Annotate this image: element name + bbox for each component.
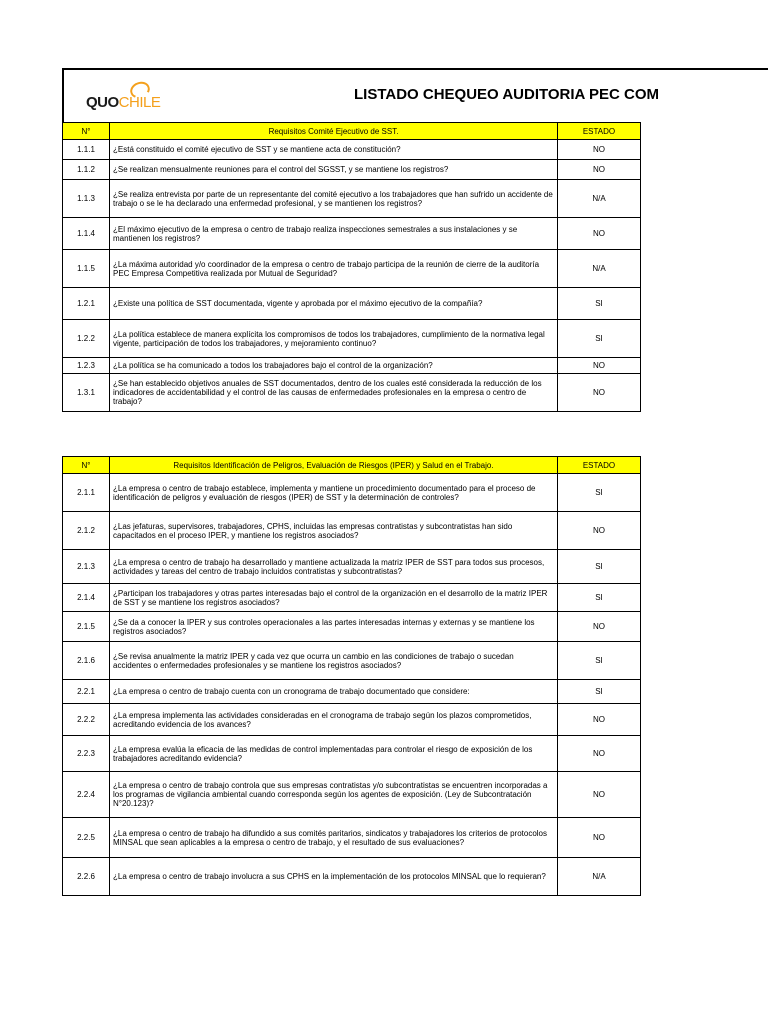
table-row	[63, 612, 641, 642]
requirement-text: ¿Está constituido el comité ejecutivo de SST y se mantiene acta de constitución?	[110, 140, 558, 160]
row-number: 2.2.6	[63, 858, 110, 896]
estado-value: NO	[558, 160, 641, 180]
row-number: 1.1.3	[63, 180, 110, 218]
requirement-text: ¿La empresa implementa las actividades consideradas en el cronograma de trabajo según los plazos comprometidos, acreditando evidencia de los avances?	[110, 704, 558, 736]
col-estado-header: ESTADO	[558, 123, 641, 140]
table-row	[63, 772, 641, 818]
requirement-text: ¿Se realizan mensualmente reuniones para el control del SGSST, y se mantiene los registros?	[110, 160, 558, 180]
row-number: 1.1.2	[63, 160, 110, 180]
estado-value: NO	[558, 218, 641, 250]
table-row	[63, 704, 641, 736]
table-row	[63, 180, 641, 218]
requirement-text: ¿La política se ha comunicado a todos los trabajadores bajo el control de la organización?	[110, 358, 558, 374]
row-number: 2.2.2	[63, 704, 110, 736]
table-row	[63, 218, 641, 250]
table-row	[63, 642, 641, 680]
table-row	[63, 818, 641, 858]
row-number: 2.2.5	[63, 818, 110, 858]
requirement-text: ¿Se da a conocer la IPER y sus controles operacionales a las partes interesadas internas y externas y se mantiene los registros asociados?	[110, 612, 558, 642]
table-header-row	[63, 123, 641, 140]
requirement-text: ¿Se han establecido objetivos anuales de SST documentados, dentro de los cuales esté considerada la reducción de los indicadores de accidentabilidad y el control de las causas de enfermedades profesionales en la empresa o centro de trabajo?	[110, 374, 558, 412]
estado-value: SI	[558, 320, 641, 358]
table-row	[63, 288, 641, 320]
table-row	[63, 320, 641, 358]
requirement-text: ¿La empresa o centro de trabajo involucra a sus CPHS en la implementación de los protocolos MINSAL que lo requieran?	[110, 858, 558, 896]
estado-value: SI	[558, 288, 641, 320]
requirement-text: ¿Participan los trabajadores y otras partes interesadas bajo el control de la organización en el desarrollo de la matriz IPER de SST y se mantiene los registros asociados?	[110, 584, 558, 612]
col-num-header: N°	[63, 457, 110, 474]
estado-value: NO	[558, 772, 641, 818]
table-header-row	[63, 457, 641, 474]
row-number: 1.2.3	[63, 358, 110, 374]
requirement-text: ¿El máximo ejecutivo de la empresa o centro de trabajo realiza inspecciones semestrales a sus instalaciones y se mantienen los registros?	[110, 218, 558, 250]
col-estado-header: ESTADO	[558, 457, 641, 474]
row-number: 1.2.1	[63, 288, 110, 320]
row-number: 2.1.1	[63, 474, 110, 512]
estado-value: SI	[558, 642, 641, 680]
estado-value: N/A	[558, 180, 641, 218]
requirement-text: ¿La empresa o centro de trabajo controla que sus empresas contratistas y/o subcontratistas se encuentren incorporadas a los programas de vigilancia ambiental cuando corresponda según los agentes de exposición. (Ley de Subcontratación N°20.123)?	[110, 772, 558, 818]
estado-value: SI	[558, 550, 641, 584]
company-logo	[82, 80, 202, 114]
row-number: 1.2.2	[63, 320, 110, 358]
estado-value: NO	[558, 512, 641, 550]
table-row	[63, 160, 641, 180]
table-row	[63, 680, 641, 704]
col-requirement-header: Requisitos Comité Ejecutivo de SST.	[110, 123, 558, 140]
table-row	[63, 550, 641, 584]
table-row	[63, 736, 641, 772]
estado-value: NO	[558, 358, 641, 374]
row-number: 2.2.3	[63, 736, 110, 772]
logo-quo: QUO	[86, 94, 119, 111]
col-requirement-header: Requisitos Identificación de Peligros, Evaluación de Riesgos (IPER) y Salud en el Trabajo.	[110, 457, 558, 474]
table-row	[63, 140, 641, 160]
requirement-text: ¿Las jefaturas, supervisores, trabajadores, CPHS, incluidas las empresas contratistas y subcontratistas han sido capacitados en el proceso IPER, y mantiene los registros asociados?	[110, 512, 558, 550]
table-row	[63, 374, 641, 412]
estado-value: NO	[558, 374, 641, 412]
estado-value: N/A	[558, 250, 641, 288]
requirement-text: ¿La empresa o centro de trabajo cuenta con un cronograma de trabajo documentado que considere:	[110, 680, 558, 704]
table-row	[63, 858, 641, 896]
row-number: 1.1.4	[63, 218, 110, 250]
requirement-text: ¿La empresa o centro de trabajo ha difundido a sus comités paritarios, sindicatos y trabajadores los criterios de protocolos MINSAL que sean aplicables a la empresa o centro de trabajo, y el resultado de sus evaluaciones?	[110, 818, 558, 858]
requirement-text: ¿La empresa o centro de trabajo establece, implementa y mantiene un procedimiento documentado para el proceso de identificación de peligros y evaluación de riesgos (IPER) de SST y la determinación de controles?	[110, 474, 558, 512]
estado-value: SI	[558, 474, 641, 512]
row-number: 2.1.6	[63, 642, 110, 680]
requirement-text: ¿Se revisa anualmente la matriz IPER y cada vez que ocurra un cambio en las condiciones de trabajo o sucedan accidentes o enfermedades profesionales y se mantiene los registros asociados?	[110, 642, 558, 680]
table-row	[63, 250, 641, 288]
estado-value: NO	[558, 818, 641, 858]
row-number: 2.1.4	[63, 584, 110, 612]
row-number: 2.2.4	[63, 772, 110, 818]
requirement-text: ¿Existe una política de SST documentada, vigente y aprobada por el máximo ejecutivo de la compañía?	[110, 288, 558, 320]
table-row	[63, 474, 641, 512]
row-number: 2.2.1	[63, 680, 110, 704]
row-number: 2.1.3	[63, 550, 110, 584]
table-row	[63, 358, 641, 374]
row-number: 1.1.1	[63, 140, 110, 160]
col-num-header: N°	[63, 123, 110, 140]
requirement-text: ¿La empresa evalúa la eficacia de las medidas de control implementadas para controlar el riesgo de exposición de los trabajadores acreditando evidencia?	[110, 736, 558, 772]
requirement-text: ¿La empresa o centro de trabajo ha desarrollado y mantiene actualizada la matriz IPER de SST para todos sus procesos, actividades y tareas del centro de trabajo incluidos contratistas y subcontratistas?	[110, 550, 558, 584]
requirement-text: ¿La política establece de manera explícita los compromisos de todos los trabajadores, cumplimiento de la normativa legal vigente, participación de todos los trabajadores, y mejoramiento continuo?	[110, 320, 558, 358]
committee-requirements-table	[62, 122, 641, 412]
table-row	[63, 512, 641, 550]
estado-value: NO	[558, 704, 641, 736]
page-title: LISTADO CHEQUEO AUDITORIA PEC COM	[354, 86, 660, 103]
estado-value: SI	[558, 680, 641, 704]
header-box	[62, 68, 768, 122]
estado-value: NO	[558, 612, 641, 642]
estado-value: SI	[558, 584, 641, 612]
estado-value: NO	[558, 736, 641, 772]
estado-value: N/A	[558, 858, 641, 896]
requirement-text: ¿La máxima autoridad y/o coordinador de la empresa o centro de trabajo participa de la reunión de cierre de la auditoría PEC Empresa Competitiva realizada por Mutual de Seguridad?	[110, 250, 558, 288]
row-number: 2.1.5	[63, 612, 110, 642]
estado-value: NO	[558, 140, 641, 160]
iper-requirements-table	[62, 456, 641, 896]
row-number: 1.3.1	[63, 374, 110, 412]
requirement-text: ¿Se realiza entrevista por parte de un representante del comité ejecutivo a los trabajadores que han sufrido un accidente de trabajo o se le ha declarado una enfermedad profesional, y se mantienen los registros?	[110, 180, 558, 218]
table-row	[63, 584, 641, 612]
row-number: 2.1.2	[63, 512, 110, 550]
row-number: 1.1.5	[63, 250, 110, 288]
logo-chile: CHILE	[118, 94, 161, 111]
